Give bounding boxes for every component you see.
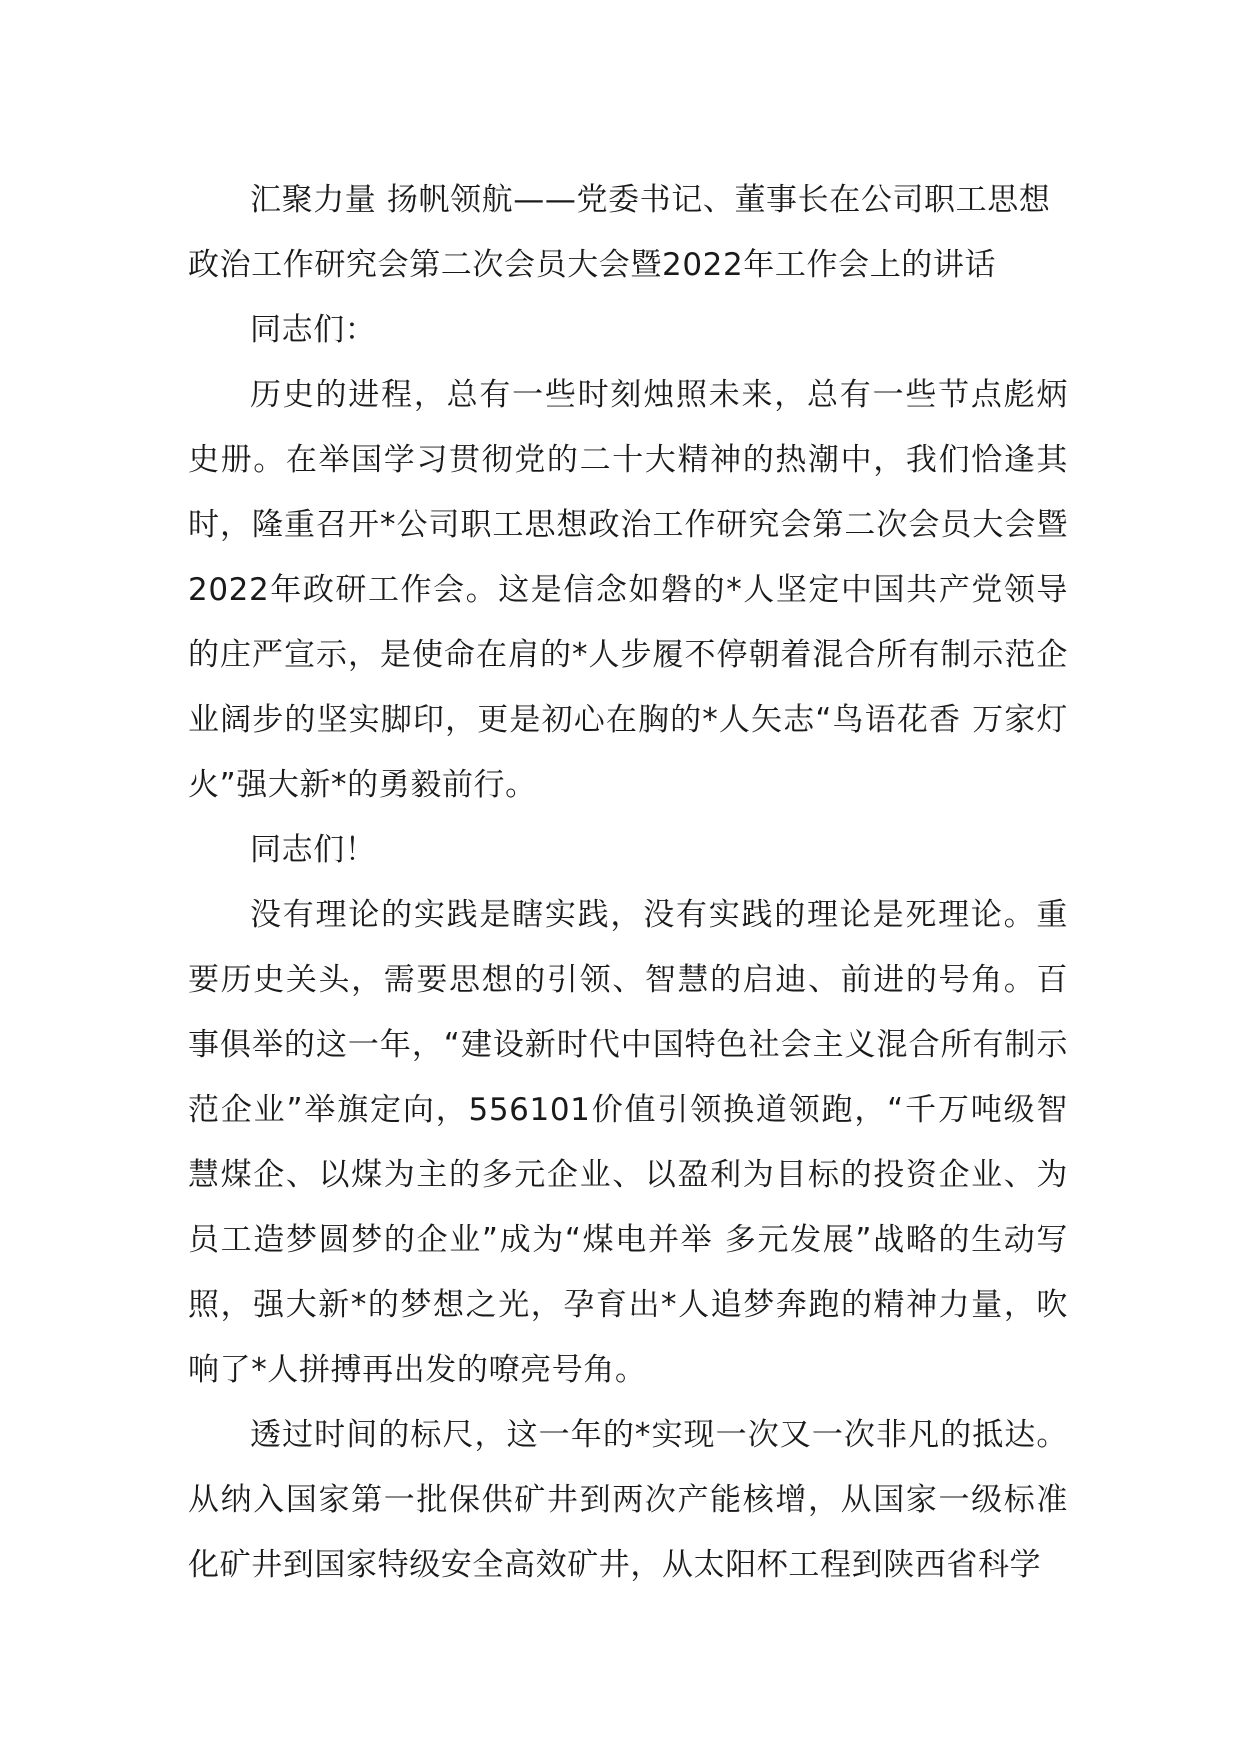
body-paragraph: 透过时间的标尺，这一年的*实现一次又一次非凡的抵达。从纳入国家第一批保供矿井到两次产能核增，从国家一级标准化矿井到国家特级安全高效矿井，从太阳杯工程到陕西省科学 [188, 1417, 1068, 1583]
document-page [188, 168, 1068, 1598]
body-paragraph: 没有理论的实践是瞎实践，没有实践的理论是死理论。重要历史关头，需要思想的引领、智慧的启迪、前进的号角。百事俱举的这一年，“建设新时代中国特色社会主义混合所有制示范企业”举旗定向，556101价值引领换道领跑，“千万吨级智慧煤企、以煤为主的多元企业、以盈利为目标的投资企业、为员工造梦圆梦的企业”成为“煤电并举 多元发展”战略的生动写照，强大新*的梦想之光，孕育出*人追梦奔跑的精神力量，吹响了*人拼搏再出发的嘹亮号角。 [188, 897, 1068, 1388]
document-title: 汇聚力量 扬帆领航——党委书记、董事长在公司职工思想政治工作研究会第二次会员大会暨2022年工作会上的讲话 [188, 182, 1051, 283]
salutation: 同志们！ [250, 832, 377, 868]
body-paragraph: 历史的进程，总有一些时刻烛照未来，总有一些节点彪炳史册。在举国学习贯彻党的二十大精神的热潮中，我们恰逢其时，隆重召开*公司职工思想政治工作研究会第二次会员大会暨2022年政研工作会。这是信念如磐的*人坚定中国共产党领导的庄严宣示，是使命在肩的*人步履不停朝着混合所有制示范企业阔步的坚实脚印，更是初心在胸的*人矢志“鸟语花香 万家灯火”强大新*的勇毅前行。 [188, 377, 1068, 803]
salutation: 同志们： [250, 312, 377, 348]
